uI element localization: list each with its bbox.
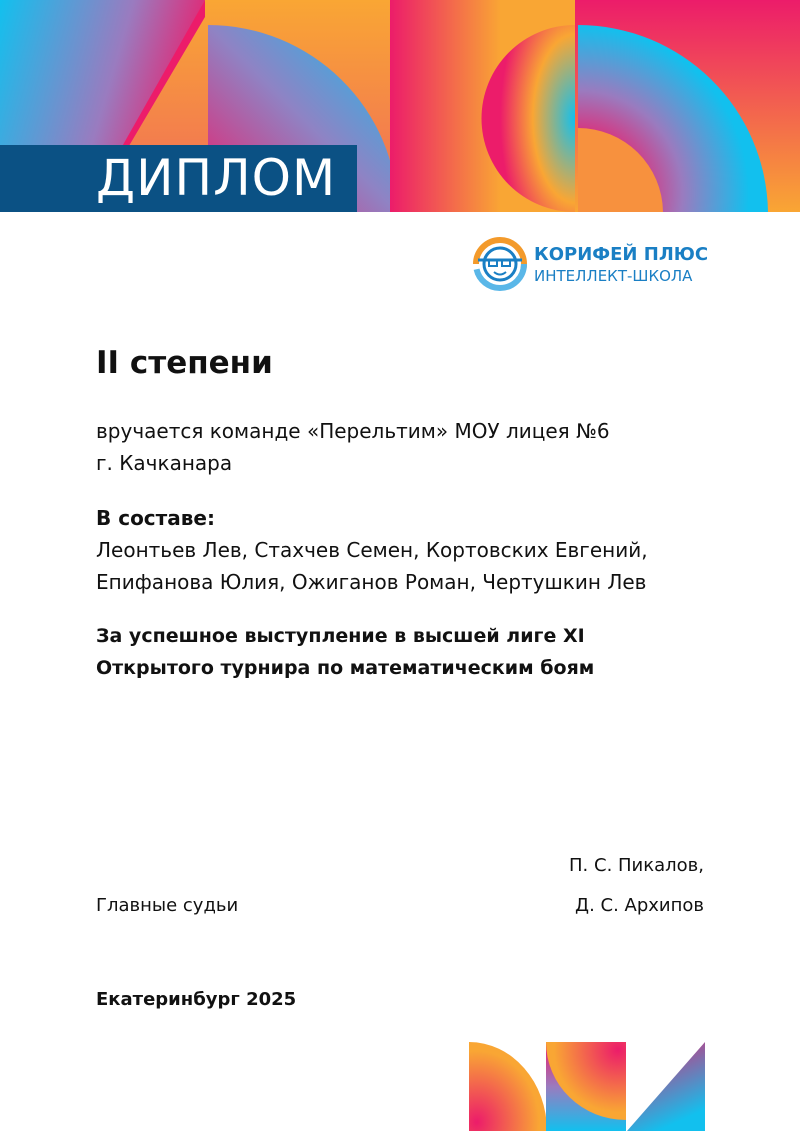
members-line-2: Епифанова Юлия, Ожиганов Роман, Чертушкин Лев xyxy=(96,570,647,594)
place-year: Екатеринбург 2025 xyxy=(96,989,297,1010)
awarded-line-2: г. Качканара xyxy=(96,451,233,475)
diploma-title: ДИПЛОМ xyxy=(96,149,337,207)
diploma-title-band xyxy=(0,145,357,212)
judges-label: Главные судьи xyxy=(96,895,239,916)
footer-decoration xyxy=(467,1042,707,1131)
logo-subtitle: ИНТЕЛЛЕКТ-ШКОЛА xyxy=(534,267,693,285)
judge-2: Д. С. Архипов xyxy=(575,895,704,916)
judge-1: П. С. Пикалов, xyxy=(569,855,704,876)
reason-line-1: За успешное выступление в высшей лиге XI xyxy=(96,625,585,647)
members-label: В составе: xyxy=(96,506,215,530)
members-line-1: Леонтьев Лев, Стахчев Семен, Кортовских Евгений, xyxy=(96,538,648,562)
awarded-line-1: вручается команде «Перельтим» МОУ лицея №6 xyxy=(96,419,610,443)
logo-face-icon xyxy=(472,236,528,292)
reason-line-2: Открытого турнира по математическим боям xyxy=(96,657,595,679)
logo xyxy=(472,236,712,296)
logo-name: КОРИФЕЙ ПЛЮС xyxy=(534,244,709,265)
degree: II степени xyxy=(96,345,273,381)
